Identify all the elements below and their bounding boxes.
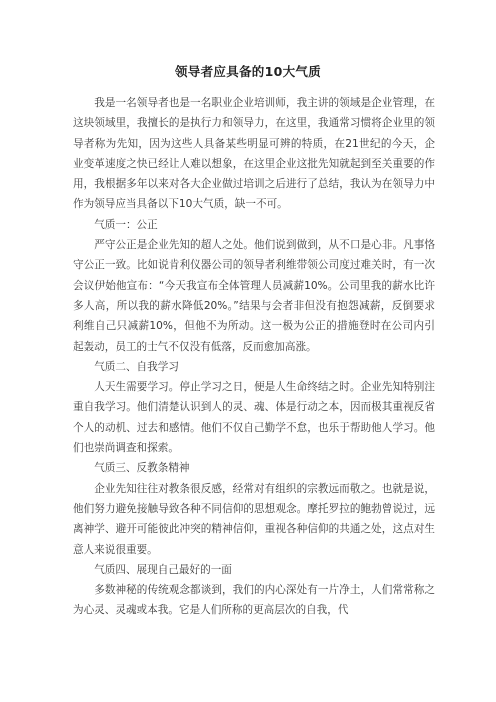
section-paragraph-4: 多数神秘的传统观念都谈到，我们的内心深处有一片净土，人们常常称之为心灵、灵魂或本我。它是人们所称的更高层次的自我，代 — [73, 584, 435, 617]
section-heading-1: 气质一：公正 — [94, 218, 158, 231]
section-heading-3: 气质三、反教条精神 — [94, 462, 190, 475]
intro-paragraph: 我是一名领导者也是一名职业企业培训师，我主讲的领域是企业管理，在这块领域里，我擅长的是执行力和领导力，在这里，我通常习惯将企业里的领导者称为先知，因为这些人具备某些明显可辨的特质，在21世纪的今天，企业变革速度之快已经让人难以想象，在这里企业这批先知就起到至关重要的作用，我根据多年以来对各大企业做过培训之后进行了总结，我认为在领导力中作为领导应当具备以下10大气质，缺一不可。 — [73, 97, 435, 211]
section-heading-4: 气质四、展现自己最好的一面 — [94, 563, 232, 576]
section-heading-2: 气质二、自我学习 — [94, 360, 179, 373]
section-paragraph-1: 严守公正是企业先知的超人之处。他们说到做到，从不口是心非。凡事恪守公正一致。比如说肯利仪器公司的领导者利维带领公司度过难关时，有一次会议伊始他宣布：“今天我宣布全体管理人员减薪10%。公司里我的薪水比许多人高，所以我的薪水降低20%。”结果与会者非但没有抱怨减薪，反倒要求利维自己只减薪10%，但他不为所动。这一极为公正的措施登时在公司内引起轰动，员工的士气不仅没有低落，反而愈加高涨。 — [73, 239, 435, 353]
document-body — [73, 93, 435, 621]
document-title: 领导者应具备的10大气质 — [175, 64, 321, 79]
section-paragraph-2: 人天生需要学习。停止学习之日，便是人生命终结之时。企业先知特别注重自我学习。他们清楚认识到人的灵、魂、体是行动之本，因而极其重视反省个人的动机、过去和感情。他们不仅自己勤学不怠，也乐于帮助他人学习。他们也崇尚调查和探索。 — [73, 381, 435, 455]
section-paragraph-3: 企业先知往往对教条很反感，经常对有组织的宗教远而敬之。也就是说，他们努力避免接触导致各种不同信仰的思想观念。摩托罗拉的鲍勃曾说过，远离神学、避开可能彼此冲突的精神信仰，重视各种信仰的共通之处，这点对生意人来说很重要。 — [73, 482, 435, 556]
